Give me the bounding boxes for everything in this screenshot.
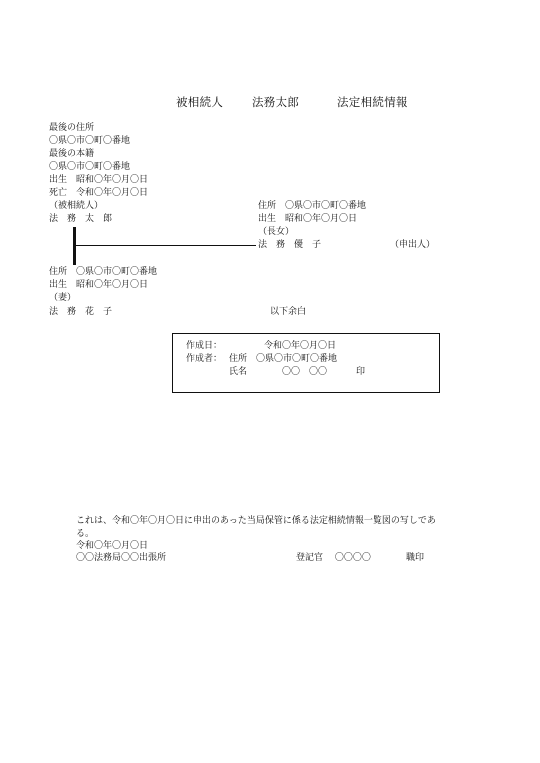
last-address-label: 最後の住所 <box>49 123 95 133</box>
child-birth: 出生 昭和〇年〇月〇日 <box>258 214 358 224</box>
blank-below-note: 以下余白 <box>270 307 307 317</box>
last-domicile: 〇県〇市〇町〇番地 <box>49 162 131 172</box>
child-name: 法 務 優 子 <box>258 240 322 250</box>
author-address: 住所 〇県〇市〇町〇番地 <box>229 354 338 364</box>
certification-text-line1: これは、令和〇年〇月〇日に申出のあった当局保管に係る法定相続情報一覧図の写しであ <box>76 516 436 526</box>
title-deceased-heading: 被相続人 <box>176 95 224 109</box>
creation-date-label: 作成日： <box>186 341 223 351</box>
child-relation: （長女） <box>258 227 295 237</box>
spouse-name: 法 務 花 子 <box>49 307 113 317</box>
child-address: 住所 〇県〇市〇町〇番地 <box>258 201 367 211</box>
title-deceased-name: 法務太郎 <box>252 95 300 109</box>
marriage-line <box>73 227 76 265</box>
author-seal: 印 <box>356 367 366 377</box>
registrar: 登記官 〇〇〇〇 <box>296 553 371 563</box>
last-address: 〇県〇市〇町〇番地 <box>49 136 131 146</box>
last-domicile-label: 最後の本籍 <box>49 149 95 159</box>
author-label: 作成者： <box>186 354 223 364</box>
descent-line <box>76 245 256 246</box>
author-name-label: 氏名 <box>229 367 248 377</box>
official-seal: 職印 <box>406 553 425 563</box>
applicant-mark: （申出人） <box>390 240 436 250</box>
creation-date-value: 令和〇年〇月〇日 <box>264 341 337 351</box>
deceased-birth: 出生 昭和〇年〇月〇日 <box>49 175 149 185</box>
spouse-birth: 出生 昭和〇年〇月〇日 <box>49 280 149 290</box>
certification-text-line2: る。 <box>76 529 95 539</box>
certification-office: 〇〇法務局〇〇出張所 <box>76 553 167 563</box>
spouse-address: 住所 〇県〇市〇町〇番地 <box>49 267 158 277</box>
spouse-relation: （妻） <box>49 293 77 303</box>
certification-date: 令和〇年〇月〇日 <box>76 541 149 551</box>
title-doc-type: 法定相続情報 <box>337 95 408 109</box>
deceased-relation: （被相続人） <box>49 201 104 211</box>
deceased-death: 死亡 令和〇年〇月〇日 <box>49 188 149 198</box>
deceased-name: 法 務 太 郎 <box>49 214 113 224</box>
author-name-value: 〇〇 〇〇 <box>282 367 328 377</box>
